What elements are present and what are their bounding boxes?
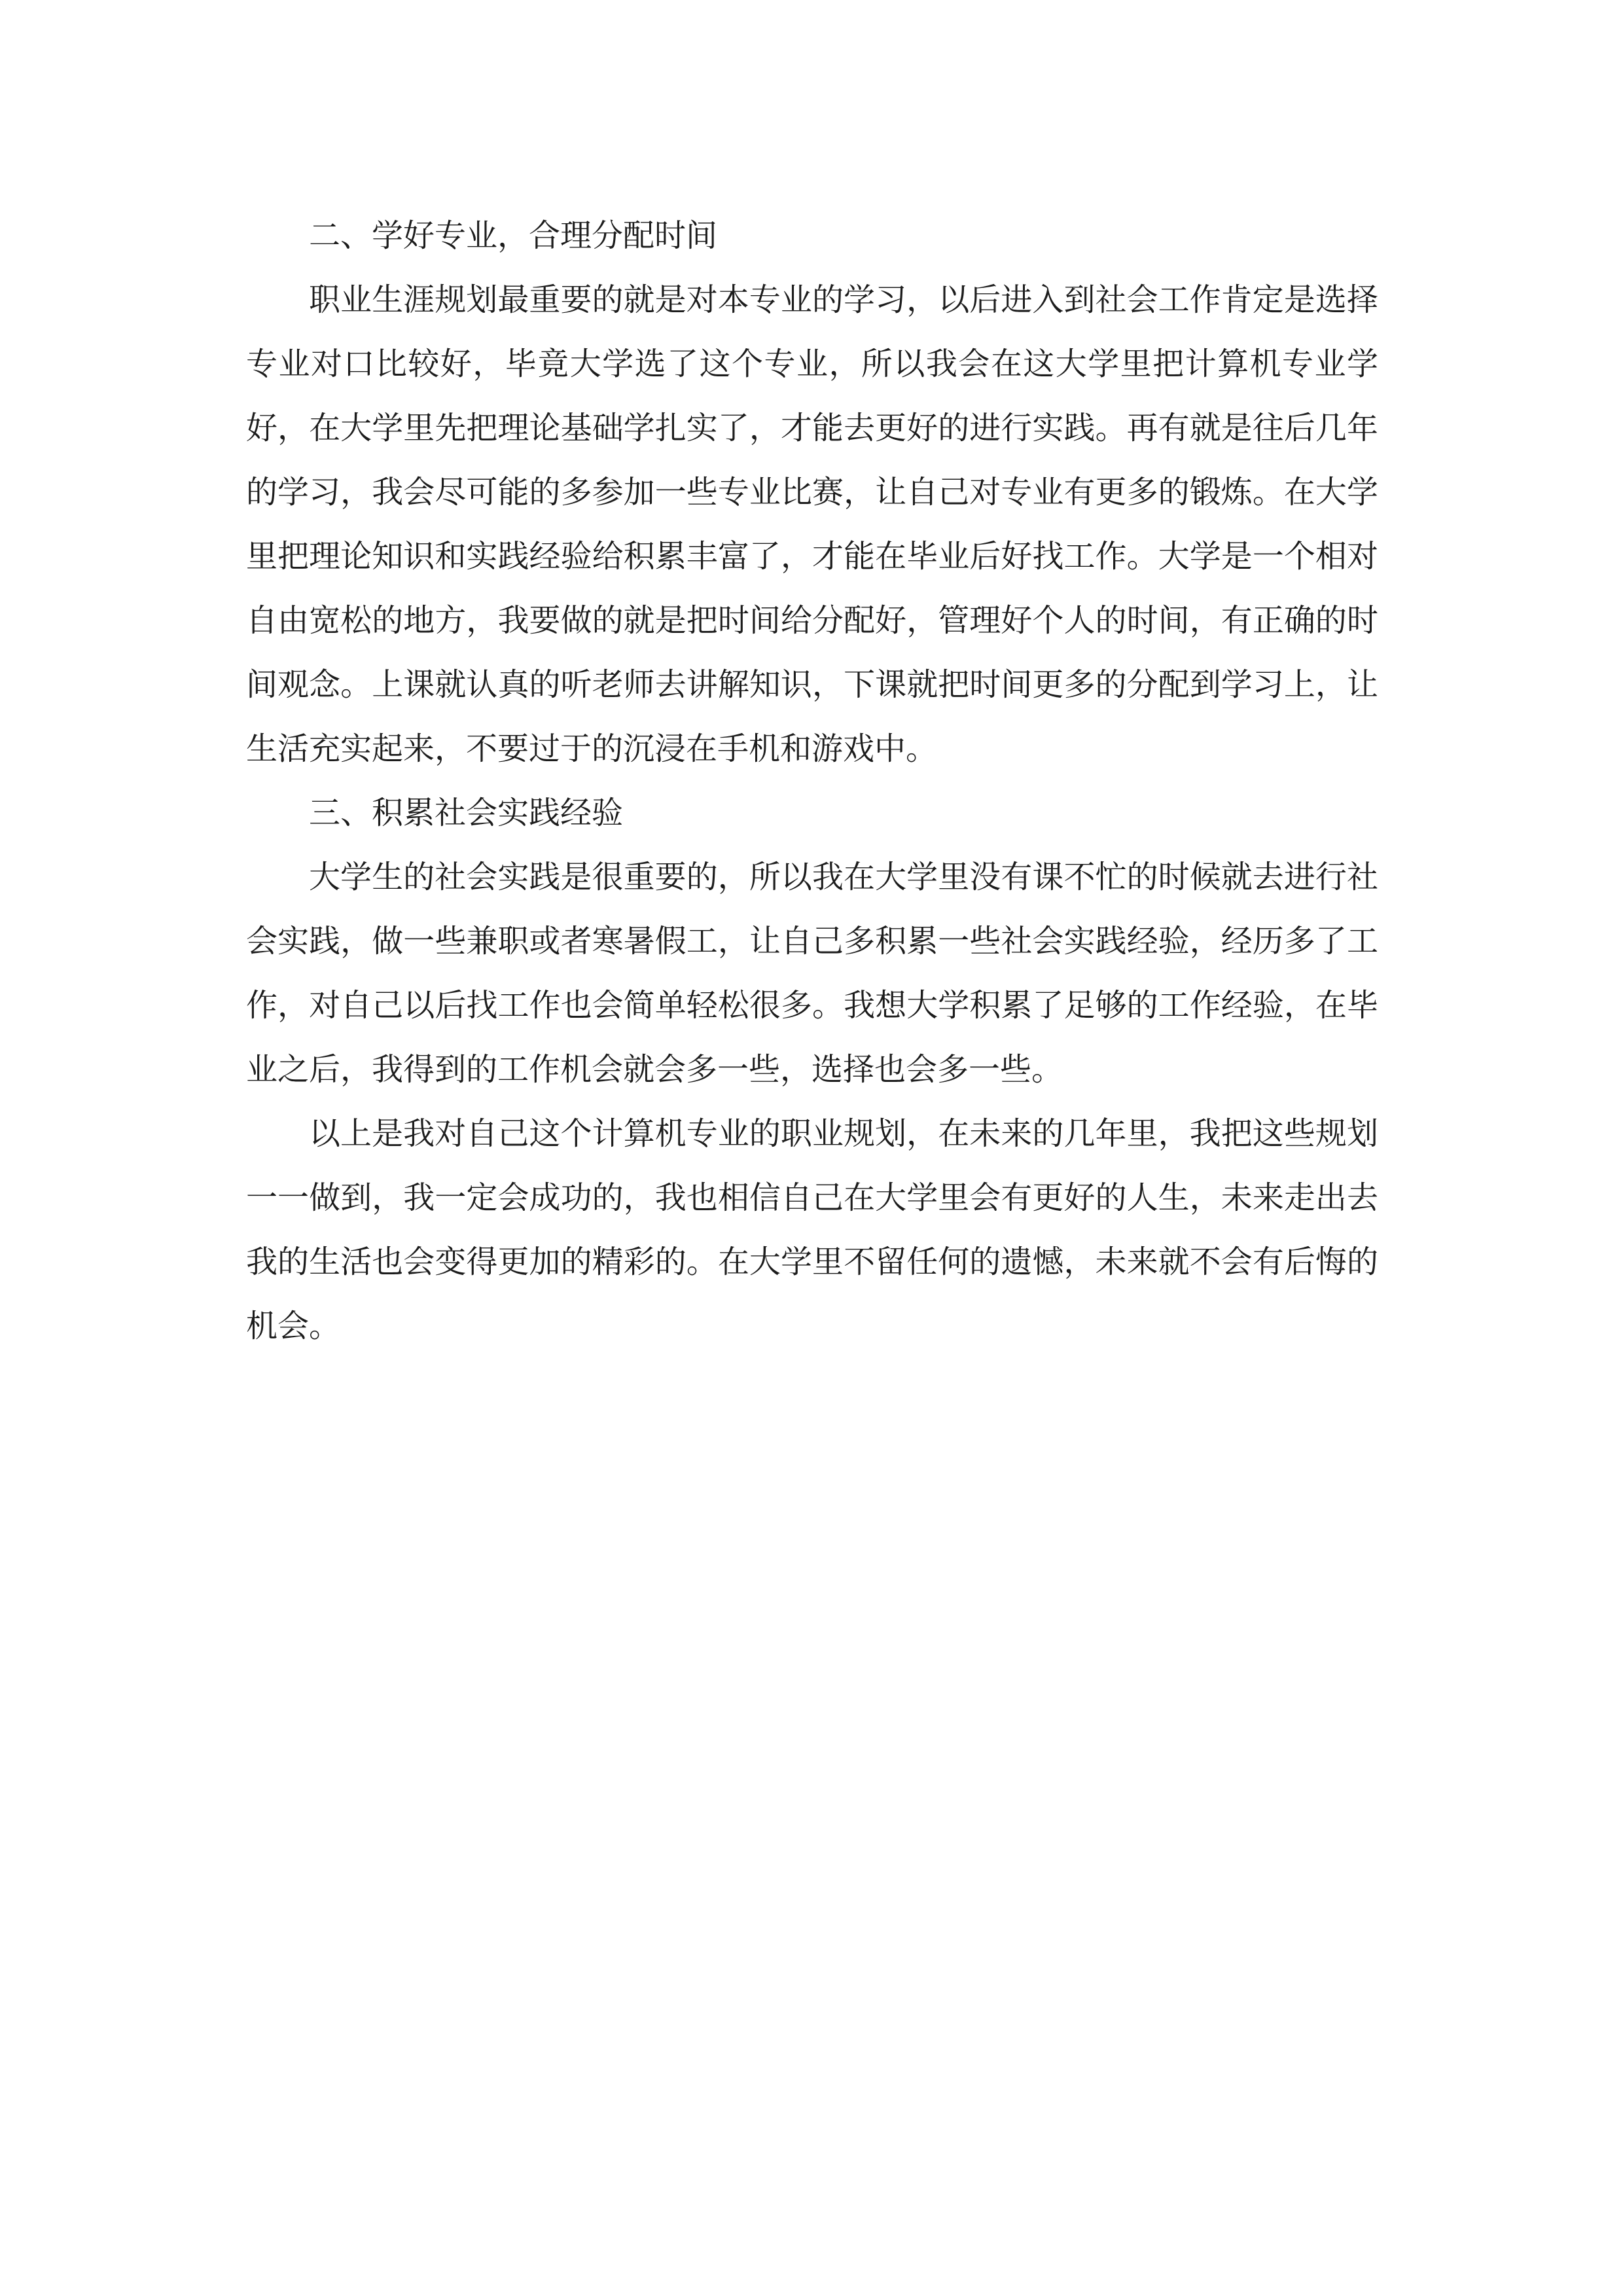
document-body	[246, 204, 1378, 1358]
paragraph-study-plan: 职业生涯规划最重要的就是对本专业的学习，以后进入到社会工作肯定是选择专业对口比较好，毕竟大学选了这个专业，所以我会在这大学里把计算机专业学好，在大学里先把理论基础学扎实了，才能去更好的进行实践。再有就是往后几年的学习，我会尽可能的多参加一些专业比赛，让自己对专业有更多的锻炼。在大学里把理论知识和实践经验给积累丰富了，才能在毕业后好找工作。大学是一个相对自由宽松的地方，我要做的就是把时间给分配好，管理好个人的时间，有正确的时间观念。上课就认真的听老师去讲解知识，下课就把时间更多的分配到学习上，让生活充实起来，不要过于的沉浸在手机和游戏中。	[246, 281, 1378, 767]
paragraph-conclusion: 以上是我对自己这个计算机专业的职业规划，在未来的几年里，我把这些规划一一做到，我一定会成功的，我也相信自己在大学里会有更好的人生，未来走出去我的生活也会变得更加的精彩的。在大学里不留任何的遗憾，未来就不会有后悔的机会。	[246, 1115, 1378, 1344]
section-heading-study: 二、学好专业，合理分配时间	[309, 217, 718, 254]
section-heading-practice: 三、积累社会实践经验	[309, 795, 624, 831]
paragraph-social-practice: 大学生的社会实践是很重要的，所以我在大学里没有课不忙的时候就去进行社会实践，做一些兼职或者寒暑假工，让自己多积累一些社会实践经验，经历多了工作，对自己以后找工作也会简单轻松很多。我想大学积累了足够的工作经验，在毕业之后，我得到的工作机会就会多一些，选择也会多一些。	[246, 859, 1378, 1088]
